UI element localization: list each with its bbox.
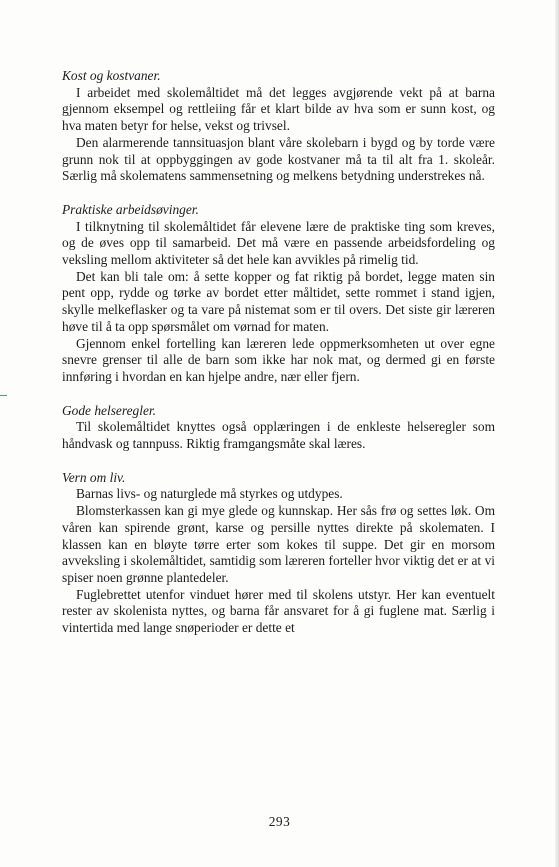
page-edge-shadow [555,0,559,867]
paragraph: Til skolemåltidet knyttes også opplæringen i de enkleste helseregler som håndvask og tannpuss. Riktig framgangsmåte skal læres. [62,419,495,452]
section-kost-og-kostvaner [62,68,495,185]
paragraph: I tilknytning til skolemåltidet får elevene lære de praktiske ting som kreves, og de øves opp til samarbeid. Det må være en passende arbeidsfordeling og veksling mellom aktiviteter så det hele kan avvikles på rimelig tid. [62,218,495,268]
paragraph: Blomsterkassen kan gi mye glede og kunnskap. Her sås frø og settes løk. Om våren kan spirende grønt, karse og persille nyttes direkte på skolematen. I klassen kan en bløyte tørre erter som kokes til suppe. Det gir en morsom avveksling i skolemåltidet, samtidig som læreren forteller hvor viktig det er at vi spiser noen grønne plantedeler. [62,503,495,585]
paragraph: Barnas livs- og naturglede må styrkes og utdypes. [76,486,343,502]
paragraph: Gjennom enkel fortelling kan læreren lede oppmerksomheten ut over egne snevre grenser til alle de barn som ikke har nok mat, og dermed gi en første innføring i hvordan en kan hjelpe andre, nær eller fjern. [62,335,495,384]
margin-mark [0,395,7,396]
paragraph: Det kan bli tale om: å sette kopper og fat riktig på bordet, legge maten sin pent opp, rydde og tørke av bordet etter måltidet, sette rommet i stand igjen, skylle melkeflasker og ta vare på nistemat som er til overs. Det siste gir læreren høve til å ta opp spørsmålet om vørnad for maten. [62,268,495,334]
text-body [62,68,495,637]
section-heading: Gode helseregler. [62,402,156,418]
paragraph: Fuglebrettet utenfor vinduet hører med til skolens utstyr. Her kan eventuelt rester av skolenista nyttes, og barna får ansvaret for å gi fuglene mat. Særlig i vintertida med lange snøperioder er dette et [62,586,495,636]
page-number: 293 [268,814,291,829]
section-gode-helseregler [62,403,495,453]
section-heading: Praktiske arbeidsøvinger. [62,201,199,217]
paragraph: I arbeidet med skolemåltidet må det legges avgjørende vekt på at barna gjennom eksempel og rettleiing får et klart bilde av hva som er sunn kost, og hva maten betyr for helse, vekst og trivsel. [62,84,495,134]
section-heading: Kost og kostvaner. [62,68,161,83]
paragraph: Den alarmerende tannsituasjon blant våre skolebarn i bygd og by torde være grunn nok til at oppbyggingen av gode kostvaner må ta til alt fra 1. skoleår. Særlig må skolematens sammensetning og melkens betydning understrekes nå. [62,134,495,184]
section-heading: Vern om liv. [62,469,126,485]
section-vern-om-liv [62,470,495,637]
section-praktiske-arbeidsovinger [62,202,495,386]
